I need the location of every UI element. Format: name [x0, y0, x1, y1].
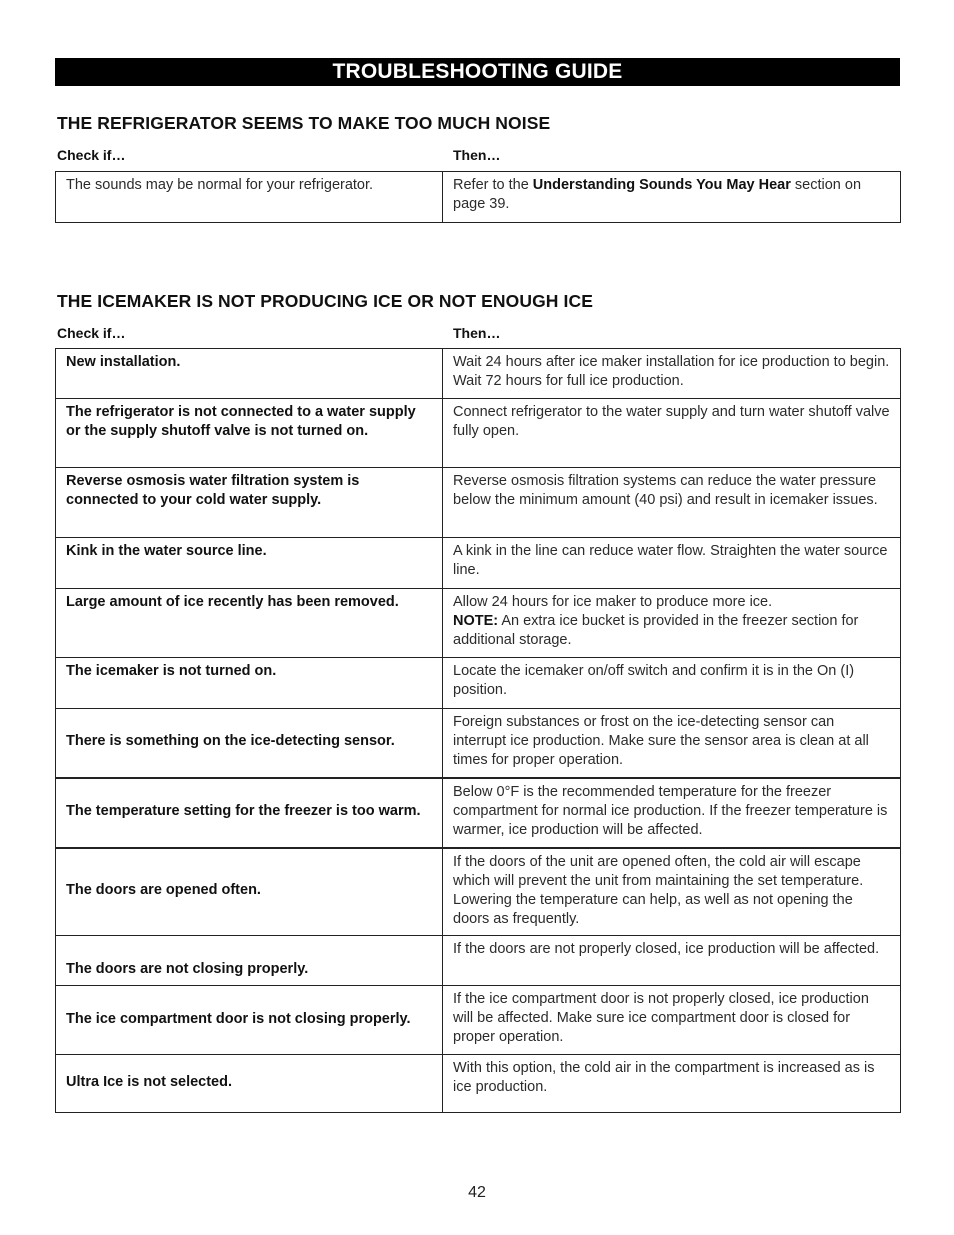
table-row: [56, 538, 901, 589]
table-row: [56, 848, 901, 936]
noise-table: [55, 171, 901, 223]
section-title-icemaker: THE ICEMAKER IS NOT PRODUCING ICE OR NOT ENOUGH ICE: [57, 291, 593, 311]
check-cell: Kink in the water source line.: [56, 538, 443, 589]
column-header-check: Check if…: [57, 325, 126, 341]
then-cell: Connect refrigerator to the water supply and turn water shutoff valve fully open.: [443, 399, 901, 468]
table-row: [56, 468, 901, 538]
then-cell: With this option, the cold air in the compartment is increased as is ice production.: [443, 1055, 901, 1113]
then-text: Refer to the: [453, 177, 533, 193]
then-cell: Locate the icemaker on/off switch and confirm it is in the On (I) position.: [443, 658, 901, 709]
page-number: 42: [468, 1184, 486, 1201]
then-cell: Foreign substances or frost on the ice-detecting sensor can interrupt ice production. Make sure the sensor area is clean at all times for proper operation.: [443, 709, 901, 778]
column-header-then: Then…: [453, 325, 501, 341]
check-cell: The doors are opened often.: [56, 848, 443, 936]
check-cell: There is something on the ice-detecting sensor.: [56, 709, 443, 778]
note-text: An extra ice bucket is provided in the freezer section for additional storage.: [453, 613, 859, 648]
then-cell: Wait 24 hours after ice maker installation for ice production to begin. Wait 72 hours for full ice production.: [443, 349, 901, 399]
then-cell: [443, 172, 901, 223]
table-row: [56, 1055, 901, 1113]
sounds-section-reference: Understanding Sounds You May Hear: [532, 177, 791, 193]
then-cell: Below 0°F is the recommended temperature for the freezer compartment for normal ice production. If the freezer temperature is warmer, ice production will be affected.: [443, 778, 901, 848]
check-cell: Reverse osmosis water filtration system is connected to your cold water supply.: [56, 468, 443, 538]
then-cell: If the doors are not properly closed, ice production will be affected.: [443, 936, 901, 986]
then-text: Allow 24 hours for ice maker to produce more ice.: [453, 594, 773, 610]
then-cell: If the doors of the unit are opened often, the cold air will escape which will prevent the unit from maintaining the set temperature. Lowering the temperature can help, as well as not opening the doors as frequently.: [443, 848, 901, 936]
table-row: [56, 589, 901, 658]
table-row: [56, 658, 901, 709]
then-cell: [443, 589, 901, 658]
icemaker-table: [55, 348, 901, 1113]
check-cell: The sounds may be normal for your refrigerator.: [56, 172, 443, 223]
check-cell: The doors are not closing properly.: [56, 936, 443, 986]
check-cell: The icemaker is not turned on.: [56, 658, 443, 709]
table-row: [56, 349, 901, 399]
then-cell: Reverse osmosis filtration systems can reduce the water pressure below the minimum amount (40 psi) and result in icemaker issues.: [443, 468, 901, 538]
then-text: section on page 39.: [453, 177, 862, 212]
column-header-check: Check if…: [57, 147, 126, 163]
check-cell: The refrigerator is not connected to a water supply or the supply shutoff valve is not turned on.: [56, 399, 443, 468]
table-row: [56, 986, 901, 1055]
check-cell: Large amount of ice recently has been removed.: [56, 589, 443, 658]
section-title-noise: THE REFRIGERATOR SEEMS TO MAKE TOO MUCH NOISE: [57, 113, 551, 133]
then-cell: A kink in the line can reduce water flow. Straighten the water source line.: [443, 538, 901, 589]
table-row: [56, 709, 901, 778]
table-row: [56, 172, 901, 223]
check-cell: The ice compartment door is not closing properly.: [56, 986, 443, 1055]
check-cell: New installation.: [56, 349, 443, 399]
then-cell: If the ice compartment door is not properly closed, ice production will be affected. Make sure ice compartment door is closed for proper operation.: [443, 986, 901, 1055]
table-row: [56, 399, 901, 468]
table-row: [56, 778, 901, 848]
table-row: [56, 936, 901, 986]
column-header-then: Then…: [453, 147, 501, 163]
page-banner: TROUBLESHOOTING GUIDE: [55, 58, 900, 86]
check-cell: Ultra Ice is not selected.: [56, 1055, 443, 1113]
note-label: NOTE:: [453, 613, 499, 629]
check-cell: The temperature setting for the freezer is too warm.: [56, 778, 443, 848]
